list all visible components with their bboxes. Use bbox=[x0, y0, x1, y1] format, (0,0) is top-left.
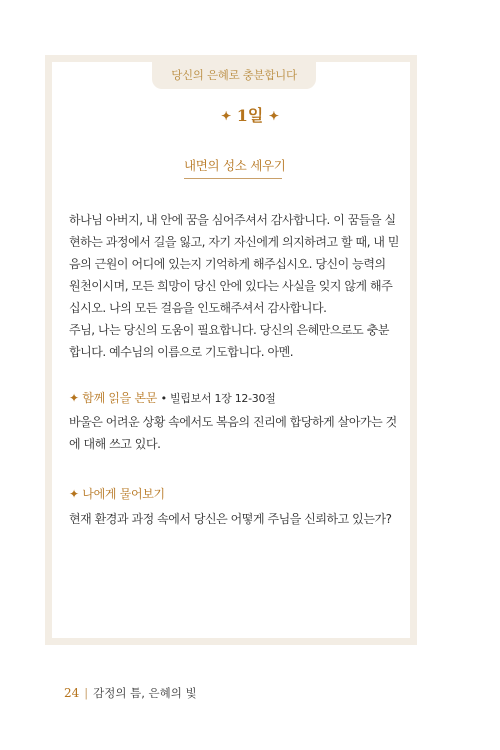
book-title: 감정의 틈, 은혜의 빛 bbox=[93, 686, 197, 700]
reading-heading bbox=[69, 389, 276, 406]
reading-reference: • 빌립보서 1장 12-30절 bbox=[160, 392, 276, 405]
prayer-line: 원천이시며, 모든 희망이 당신 안에 있다는 사실을 잊지 않게 해주 bbox=[69, 279, 393, 293]
star-icon: ✦ bbox=[221, 109, 232, 123]
question-heading bbox=[69, 485, 165, 502]
star-icon: ✦ bbox=[69, 391, 79, 405]
prayer-line: 주님, 나는 당신의 도움이 필요합니다. 당신의 은혜만으로도 충분 bbox=[69, 323, 389, 337]
question-label: 나에게 물어보기 bbox=[82, 487, 165, 501]
star-icon: ✦ bbox=[69, 487, 79, 501]
header-tab: 당신의 은혜로 충분합니다 bbox=[152, 61, 316, 89]
prayer-line: 현하는 과정에서 길을 잃고, 자기 자신에게 의지하려고 할 때, 내 믿 bbox=[69, 235, 400, 249]
prayer-line: 음의 근원이 어디에 있는지 기억하게 해주십시오. 당신이 능력의 bbox=[69, 257, 386, 271]
reading-line: 바울은 어려운 상황 속에서도 복음의 진리에 합당하게 살아가는 것 bbox=[69, 415, 397, 429]
star-icon: ✦ bbox=[268, 109, 279, 123]
footer-separator: | bbox=[84, 686, 89, 700]
prayer-line: 합니다. 예수님의 이름으로 기도합니다. 아멘. bbox=[69, 345, 294, 359]
page-number: 24 bbox=[64, 686, 80, 700]
page-footer bbox=[64, 685, 197, 701]
day-title bbox=[0, 103, 500, 126]
reading-line: 에 대해 쓰고 있다. bbox=[69, 437, 161, 451]
question-text bbox=[69, 508, 399, 530]
section-title: 내면의 성소 세우기 bbox=[184, 156, 282, 179]
reading-label: 함께 읽을 본문 bbox=[82, 391, 158, 405]
prayer-line: 십시오. 나의 모든 걸음을 인도해주셔서 감사합니다. bbox=[69, 301, 327, 315]
question-line: 현재 환경과 과정 속에서 당신은 어떻게 주님을 신뢰하고 있는가? bbox=[69, 512, 392, 526]
day-label: 1일 bbox=[236, 106, 264, 125]
prayer-line: 하나님 아버지, 내 안에 꿈을 심어주셔서 감사합니다. 이 꿈들을 실 bbox=[69, 213, 396, 227]
reading-text bbox=[69, 411, 399, 455]
prayer-text bbox=[69, 209, 399, 363]
